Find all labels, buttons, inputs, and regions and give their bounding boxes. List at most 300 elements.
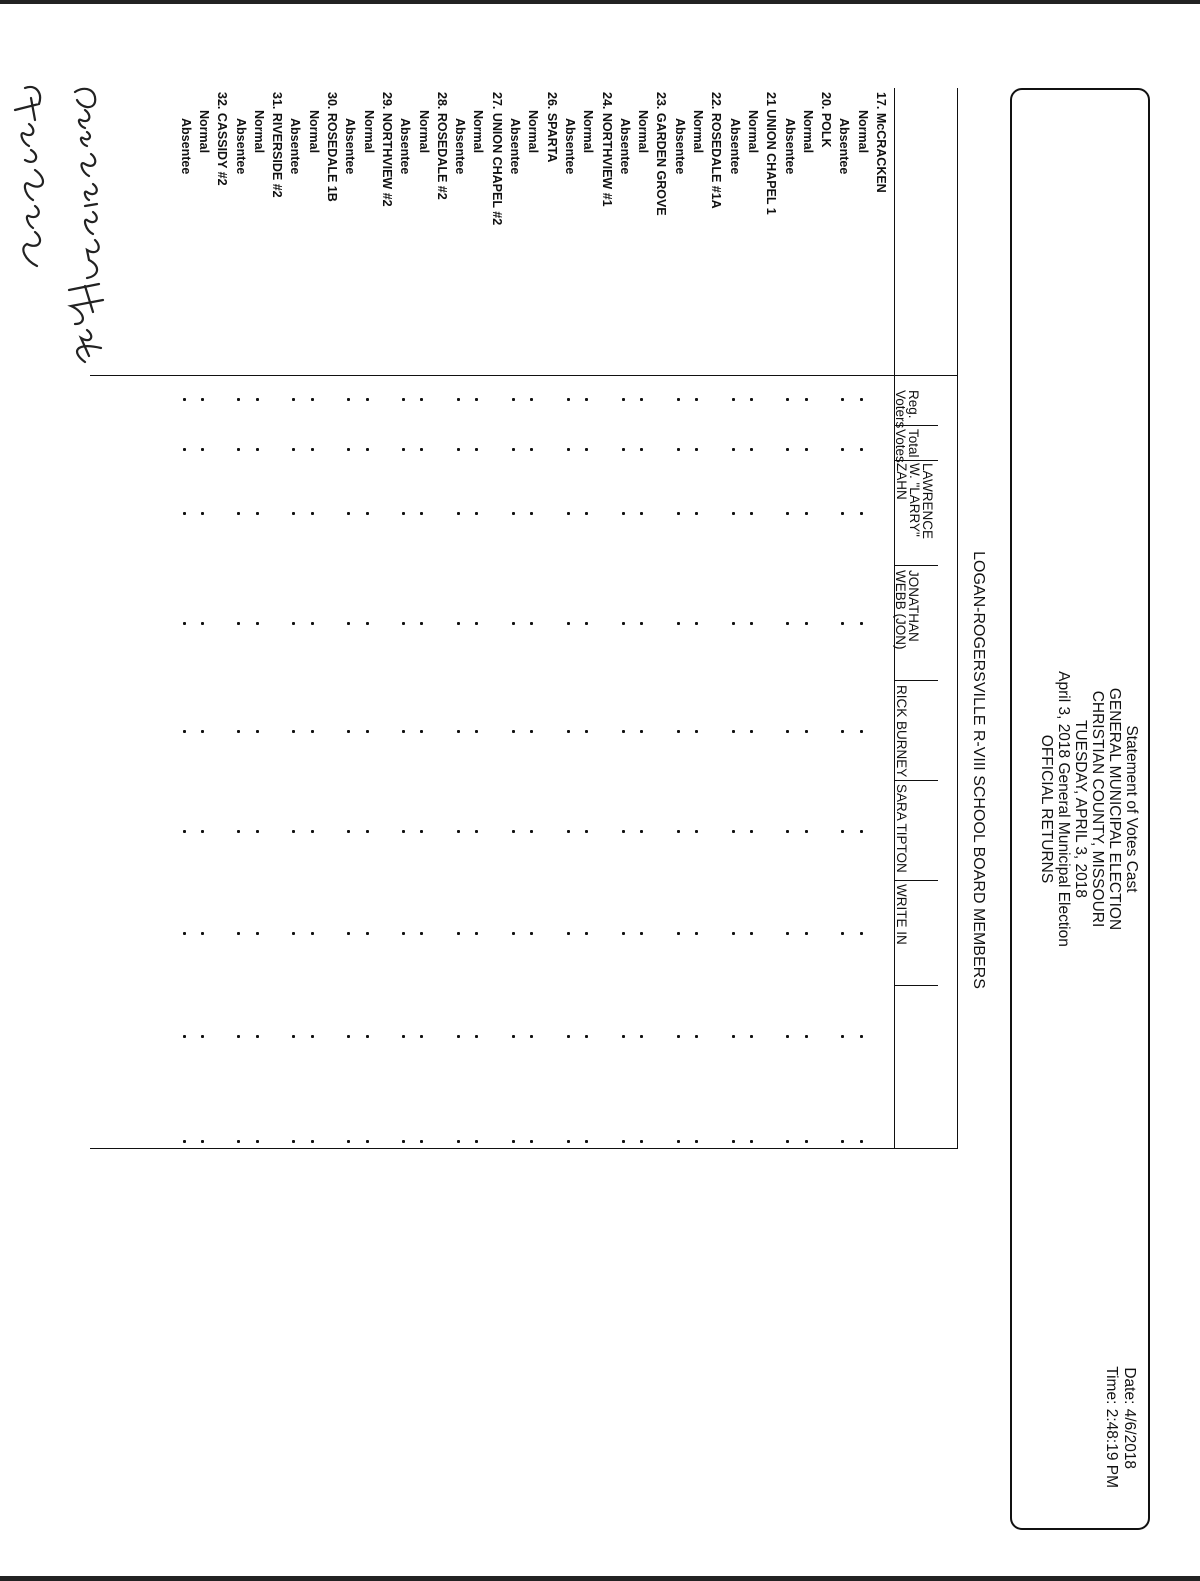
- vote-dot: [256, 730, 259, 733]
- vote-dot: [860, 1035, 863, 1038]
- vote-dot: [512, 398, 515, 401]
- precinct-normal-row: Normal: [526, 110, 541, 154]
- vote-dot: [421, 730, 424, 733]
- vote-dot: [475, 512, 478, 515]
- vote-dot: [787, 398, 790, 401]
- vote-dot: [238, 730, 241, 733]
- vote-dot: [347, 398, 350, 401]
- vote-dot: [841, 622, 844, 625]
- vote-dot: [366, 730, 369, 733]
- vote-dot: [805, 398, 808, 401]
- vote-dot: [732, 730, 735, 733]
- vote-dot: [787, 730, 790, 733]
- vote-dot: [183, 1140, 186, 1143]
- vote-dot: [841, 932, 844, 935]
- vote-dot: [805, 830, 808, 833]
- precinct-name: 17. McCRACKEN: [874, 92, 888, 193]
- precinct-absentee-row: Absentee: [508, 118, 523, 175]
- vote-dot: [750, 830, 753, 833]
- vote-dot: [622, 830, 625, 833]
- precinct-absentee-row: Absentee: [233, 118, 248, 175]
- vote-dot: [567, 932, 570, 935]
- vote-dot: [475, 1035, 478, 1038]
- vote-dot: [732, 1140, 735, 1143]
- vote-dot: [640, 830, 643, 833]
- precinct-name: 29. NORTHVIEW #2: [379, 92, 394, 207]
- precinct-name: 20. POLK: [819, 92, 834, 148]
- vote-dot: [256, 932, 259, 935]
- precinct-absentee-row: Absentee: [727, 118, 742, 175]
- vote-dot: [860, 622, 863, 625]
- precinct-normal-row: Normal: [691, 110, 706, 154]
- vote-dot: [732, 398, 735, 401]
- vote-dot: [311, 398, 314, 401]
- vote-dot: [695, 512, 698, 515]
- vote-dot: [183, 830, 186, 833]
- vote-dot: [402, 730, 405, 733]
- vote-dot: [750, 398, 753, 401]
- vote-dot: [238, 398, 241, 401]
- vote-dot: [475, 1140, 478, 1143]
- vote-dot: [860, 448, 863, 451]
- signature-two: [15, 87, 43, 266]
- precinct-normal-row: Normal: [361, 110, 376, 154]
- vote-dot: [201, 830, 204, 833]
- vote-dot: [841, 448, 844, 451]
- vote-dot: [622, 448, 625, 451]
- time-label: Time:: [1103, 1366, 1120, 1405]
- vote-dot: [640, 512, 643, 515]
- vote-dot: [201, 1140, 204, 1143]
- vote-dot: [622, 730, 625, 733]
- vote-dot: [677, 932, 680, 935]
- vote-dot: [238, 512, 241, 515]
- precinct-absentee-row: Absentee: [343, 118, 358, 175]
- col-sep: [895, 680, 938, 681]
- col-head-line: W. "LARRY": [907, 463, 922, 537]
- col-head-line: SARA TIPTON: [894, 784, 909, 873]
- vote-dot: [860, 398, 863, 401]
- title-line: GENERAL MUNICIPAL ELECTION: [1106, 687, 1123, 931]
- vote-dot: [787, 1035, 790, 1038]
- vote-dot: [421, 1140, 424, 1143]
- vote-dot: [201, 932, 204, 935]
- time-row: [1102, 1362, 1120, 1488]
- precinct-absentee-row: Absentee: [562, 118, 577, 175]
- vote-dot: [530, 398, 533, 401]
- col-head-line: Votes: [893, 429, 908, 463]
- vote-dot: [512, 730, 515, 733]
- table-right-rule: [90, 1148, 958, 1149]
- vote-dot: [750, 622, 753, 625]
- vote-dot: [860, 932, 863, 935]
- vote-dot: [841, 398, 844, 401]
- vote-dot: [457, 830, 460, 833]
- vote-dot: [530, 448, 533, 451]
- vote-dot: [732, 622, 735, 625]
- vote-dot: [292, 1035, 295, 1038]
- vote-dot: [512, 622, 515, 625]
- vote-dot: [640, 932, 643, 935]
- vote-dot: [750, 730, 753, 733]
- vote-dot: [732, 512, 735, 515]
- vote-dot: [311, 1035, 314, 1038]
- vote-dot: [256, 448, 259, 451]
- date-label: Date:: [1121, 1367, 1138, 1405]
- precinct-normal-row: Normal: [800, 110, 815, 154]
- vote-dot: [677, 448, 680, 451]
- vote-dot: [402, 1035, 405, 1038]
- vote-dot: [805, 730, 808, 733]
- vote-dot: [201, 398, 204, 401]
- vote-dot: [402, 448, 405, 451]
- title-line: CHRISTIAN COUNTY, MISSOURI: [1089, 690, 1106, 928]
- vote-dot: [530, 622, 533, 625]
- vote-dot: [695, 1035, 698, 1038]
- vote-dot: [805, 622, 808, 625]
- vote-dot: [585, 830, 588, 833]
- vote-dot: [677, 1140, 680, 1143]
- vote-dot: [841, 1140, 844, 1143]
- vote-dot: [622, 512, 625, 515]
- precinct-normal-row: Normal: [306, 110, 321, 154]
- vote-dot: [366, 398, 369, 401]
- vote-dot: [530, 932, 533, 935]
- vote-dot: [567, 448, 570, 451]
- vote-dot: [292, 622, 295, 625]
- vote-dot: [421, 932, 424, 935]
- precinct-absentee-row: Absentee: [178, 118, 193, 175]
- vote-dot: [347, 448, 350, 451]
- vote-dot: [421, 1035, 424, 1038]
- vote-dot: [640, 448, 643, 451]
- vote-dot: [201, 1035, 204, 1038]
- vote-dot: [238, 1140, 241, 1143]
- vote-dot: [567, 1035, 570, 1038]
- vote-dot: [567, 830, 570, 833]
- vote-dot: [201, 512, 204, 515]
- vote-dot: [347, 730, 350, 733]
- vote-dot: [841, 730, 844, 733]
- precinct-name: 21 UNION CHAPEL 1: [764, 92, 779, 215]
- vote-dot: [585, 932, 588, 935]
- vote-dot: [695, 1140, 698, 1143]
- precinct-name: 32. CASSIDY #2: [215, 92, 230, 186]
- vote-dot: [457, 730, 460, 733]
- vote-dot: [347, 932, 350, 935]
- vote-dot: [512, 1035, 515, 1038]
- vote-dot: [567, 398, 570, 401]
- vote-dot: [695, 730, 698, 733]
- vote-dot: [567, 512, 570, 515]
- vote-dot: [421, 512, 424, 515]
- vote-dot: [512, 830, 515, 833]
- vote-dot: [292, 932, 295, 935]
- vote-dot: [238, 830, 241, 833]
- precinct-normal-row: Normal: [251, 110, 266, 154]
- vote-dot: [475, 398, 478, 401]
- col-head-webb: [894, 570, 920, 650]
- vote-dot: [475, 622, 478, 625]
- vote-dot: [256, 830, 259, 833]
- vote-dot: [311, 1140, 314, 1143]
- vote-dot: [677, 1035, 680, 1038]
- vote-dot: [750, 932, 753, 935]
- vote-dot: [787, 512, 790, 515]
- col-head-reg-voters: [894, 390, 920, 428]
- vote-dot: [695, 932, 698, 935]
- vote-dot: [292, 730, 295, 733]
- vote-dot: [311, 512, 314, 515]
- precinct-name: 23. GARDEN GROVE: [654, 92, 669, 216]
- vote-dot: [677, 622, 680, 625]
- vote-dot: [366, 512, 369, 515]
- precinct-absentee-row: Absentee: [398, 118, 413, 175]
- vote-dot: [366, 830, 369, 833]
- vote-dot: [677, 512, 680, 515]
- vote-dot: [256, 398, 259, 401]
- col-head-line: Total: [906, 429, 921, 458]
- vote-dot: [421, 622, 424, 625]
- vote-dot: [347, 512, 350, 515]
- col-head-line: WRITE IN: [894, 884, 909, 945]
- vote-dot: [402, 932, 405, 935]
- vote-dot: [787, 932, 790, 935]
- vote-dot: [805, 1035, 808, 1038]
- vote-dot: [457, 622, 460, 625]
- precinct-normal-row: Normal: [855, 110, 870, 154]
- vote-dot: [622, 398, 625, 401]
- col-head-total-votes: [894, 429, 920, 463]
- vote-dot: [567, 622, 570, 625]
- precinct-name: 26. SPARTA: [544, 92, 559, 163]
- vote-dot: [512, 512, 515, 515]
- vote-dot: [457, 512, 460, 515]
- signature-one: [69, 89, 103, 362]
- vote-dot: [201, 622, 204, 625]
- vote-dot: [585, 1140, 588, 1143]
- vote-dot: [585, 730, 588, 733]
- col-head-tipton: [895, 784, 908, 873]
- vote-dot: [841, 830, 844, 833]
- col-head-line: ZAHN: [894, 463, 909, 500]
- vote-dot: [475, 448, 478, 451]
- vote-dot: [347, 1035, 350, 1038]
- vote-dot: [475, 730, 478, 733]
- precinct-name: 30. ROSEDALE 1B: [325, 92, 340, 202]
- precinct-absentee-row: Absentee: [672, 118, 687, 175]
- vote-dot: [695, 622, 698, 625]
- vote-dot: [347, 830, 350, 833]
- col-head-line: Voters: [893, 390, 908, 429]
- vote-dot: [256, 1035, 259, 1038]
- vote-dot: [530, 730, 533, 733]
- vote-dot: [421, 448, 424, 451]
- vote-dot: [512, 448, 515, 451]
- vote-dot: [366, 932, 369, 935]
- vote-dot: [292, 1140, 295, 1143]
- vote-dot: [805, 448, 808, 451]
- date-row: [1120, 1362, 1138, 1488]
- vote-dot: [347, 1140, 350, 1143]
- vote-dot: [292, 512, 295, 515]
- vote-dot: [311, 622, 314, 625]
- vote-dot: [805, 932, 808, 935]
- vote-dot: [640, 622, 643, 625]
- vote-dot: [805, 1140, 808, 1143]
- vote-dot: [677, 730, 680, 733]
- vote-dot: [238, 932, 241, 935]
- vote-dot: [201, 448, 204, 451]
- vote-dot: [640, 398, 643, 401]
- vote-dot: [402, 512, 405, 515]
- vote-dot: [475, 932, 478, 935]
- title-line: April 3, 2018 General Municipal Election: [1055, 671, 1072, 947]
- vote-dot: [750, 1140, 753, 1143]
- precinct-absentee-row: Absentee: [288, 118, 303, 175]
- title-line: TUESDAY, APRIL 3, 2018: [1072, 719, 1089, 899]
- vote-dot: [695, 830, 698, 833]
- vote-dot: [530, 512, 533, 515]
- vote-dot: [622, 622, 625, 625]
- vote-dot: [421, 398, 424, 401]
- vote-dot: [183, 730, 186, 733]
- vote-dot: [622, 932, 625, 935]
- vote-dot: [677, 398, 680, 401]
- col-sep: [895, 565, 938, 566]
- vote-dot: [256, 512, 259, 515]
- vote-dot: [750, 1035, 753, 1038]
- vote-dot: [311, 830, 314, 833]
- report-header-box: [1010, 88, 1150, 1530]
- vote-dot: [475, 830, 478, 833]
- vote-dot: [841, 512, 844, 515]
- vote-dot: [256, 1140, 259, 1143]
- vote-dot: [585, 1035, 588, 1038]
- precinct-normal-row: Normal: [636, 110, 651, 154]
- precinct-normal-row: Normal: [197, 110, 212, 154]
- vote-dot: [402, 1140, 405, 1143]
- col-sep: [895, 985, 938, 986]
- vote-dot: [183, 1035, 186, 1038]
- precinct-normal-row: Normal: [416, 110, 431, 154]
- precinct-name: 24. NORTHVIEW #1: [599, 92, 614, 207]
- vote-dot: [512, 1140, 515, 1143]
- vote-dot: [457, 1140, 460, 1143]
- vote-dot: [457, 932, 460, 935]
- vote-dot: [787, 448, 790, 451]
- vote-dot: [622, 1140, 625, 1143]
- vote-dot: [183, 512, 186, 515]
- vote-dot: [183, 622, 186, 625]
- vote-dot: [530, 1035, 533, 1038]
- vote-dot: [183, 448, 186, 451]
- precinct-absentee-row: Absentee: [453, 118, 468, 175]
- vote-dot: [860, 830, 863, 833]
- vote-dot: [567, 1140, 570, 1143]
- vote-dot: [457, 398, 460, 401]
- precinct-normal-row: Normal: [581, 110, 596, 154]
- vote-dot: [841, 1035, 844, 1038]
- vote-dot: [366, 622, 369, 625]
- vote-dot: [640, 730, 643, 733]
- vote-dot: [585, 398, 588, 401]
- vote-dot: [402, 622, 405, 625]
- col-head-burney: [895, 685, 908, 777]
- vote-dot: [421, 830, 424, 833]
- table-top-rule: [957, 88, 958, 1148]
- col-head-line: JONATHAN: [906, 570, 921, 642]
- vote-dot: [530, 1140, 533, 1143]
- vote-dot: [366, 448, 369, 451]
- col-head-line: LAWRENCE: [920, 463, 935, 540]
- vote-dot: [677, 830, 680, 833]
- vote-dot: [238, 448, 241, 451]
- vote-dot: [622, 1035, 625, 1038]
- col-head-line: WEBB (JON): [893, 570, 908, 650]
- precinct-absentee-row: Absentee: [837, 118, 852, 175]
- vote-dot: [183, 398, 186, 401]
- vote-dot: [640, 1140, 643, 1143]
- vote-dot: [402, 830, 405, 833]
- vote-dot: [201, 730, 204, 733]
- vote-dot: [512, 932, 515, 935]
- vote-dot: [732, 1035, 735, 1038]
- vote-dot: [695, 398, 698, 401]
- vote-dot: [402, 398, 405, 401]
- vote-dot: [860, 512, 863, 515]
- vote-dot: [457, 448, 460, 451]
- precinct-normal-row: Normal: [471, 110, 486, 154]
- col-head-line: Reg.: [906, 390, 921, 419]
- vote-dot: [695, 448, 698, 451]
- vote-dot: [311, 730, 314, 733]
- vote-dot: [183, 932, 186, 935]
- vote-dot: [238, 1035, 241, 1038]
- vote-dot: [256, 622, 259, 625]
- precinct-normal-row: Normal: [745, 110, 760, 154]
- vote-dot: [347, 622, 350, 625]
- contest-title: LOGAN-ROGERSVILLE R-VIII SCHOOL BOARD MEMBERS: [970, 551, 987, 989]
- vote-dot: [750, 512, 753, 515]
- vote-dot: [585, 622, 588, 625]
- vote-dot: [238, 622, 241, 625]
- date-time-block: [1102, 1362, 1138, 1488]
- precinct-name: 27. UNION CHAPEL #2: [489, 92, 504, 226]
- date-value: 4/6/2018: [1121, 1408, 1138, 1470]
- precinct-name: 28. ROSEDALE #2: [434, 92, 449, 200]
- col-sep: [895, 880, 938, 881]
- handwritten-signatures: [0, 80, 115, 600]
- vote-dot: [366, 1035, 369, 1038]
- precinct-list: [176, 92, 890, 372]
- vote-dot: [732, 932, 735, 935]
- col-head-zahn: [895, 463, 934, 539]
- time-value: 2:48:19 PM: [1103, 1408, 1120, 1488]
- vote-dot: [860, 730, 863, 733]
- vote-dot: [311, 932, 314, 935]
- vote-dot: [292, 830, 295, 833]
- vote-dot: [530, 830, 533, 833]
- vote-dot: [750, 448, 753, 451]
- col-sep: [895, 780, 938, 781]
- vote-dot: [585, 512, 588, 515]
- vote-dot: [805, 512, 808, 515]
- report-title-block: [1038, 90, 1140, 1528]
- precinct-name: 31. RIVERSIDE #2: [270, 92, 285, 198]
- vote-dot: [787, 1140, 790, 1143]
- vote-dot: [787, 830, 790, 833]
